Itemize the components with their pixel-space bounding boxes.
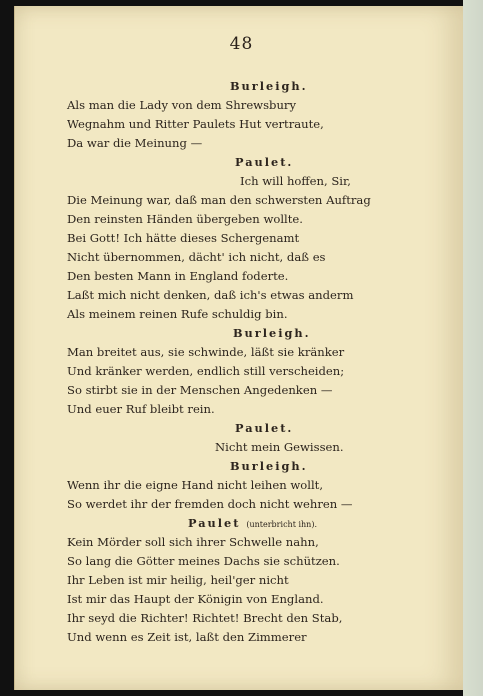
verse-line: Als meinem reinen Rufe schuldig bin.: [67, 307, 288, 321]
verse-line: Nicht übernommen, dächt' ich nicht, daß es: [67, 250, 326, 264]
speaker-burleigh: Burleigh.: [233, 326, 311, 340]
verse-line: Ihr seyd die Richter! Richtet! Brecht den Stab,: [67, 611, 343, 625]
verse-line: Ihr Leben ist mir heilig, heil'ger nicht: [67, 573, 289, 587]
verse-line: So stirbt sie in der Menschen Angedenken —: [67, 383, 333, 397]
verse-line: Und euer Ruf bleibt rein.: [67, 402, 215, 416]
verse-line: Ich will hoffen, Sir,: [240, 174, 351, 188]
verse-line: Den reinsten Händen übergeben wollte.: [67, 212, 303, 226]
verse-line: Und wenn es Zeit ist, laßt den Zimmerer: [67, 630, 307, 644]
speaker-paulet: Paulet.: [235, 155, 294, 169]
verse-line: Kein Mörder soll sich ihrer Schwelle nahn,: [67, 535, 319, 549]
verse-line: So lang die Götter meines Dachs sie schützen.: [67, 554, 340, 568]
verse-line: Die Meinung war, daß man den schwersten Auftrag: [67, 193, 371, 207]
verse-line: Wenn ihr die eigne Hand nicht leihen wollt,: [67, 478, 324, 492]
page-number: 48: [229, 34, 254, 54]
stage-direction: (unterbricht ihn).: [246, 520, 317, 529]
verse-line: Bei Gott! Ich hätte dieses Schergenamt: [67, 231, 300, 245]
verse-line: Da war die Meinung —: [67, 136, 203, 150]
verse-line: Laßt mich nicht denken, daß ich's etwas anderm: [67, 288, 354, 302]
speaker-paulet: Paulet.: [235, 421, 294, 435]
speaker-burleigh: Burleigh.: [230, 459, 308, 473]
speaker-burleigh: Burleigh.: [230, 79, 308, 93]
verse-line: Wegnahm und Ritter Paulets Hut vertraute,: [67, 117, 324, 131]
verse-line: Und kränker werden, endlich still verscheiden;: [67, 364, 345, 378]
verse-line: Als man die Lady von dem Shrewsbury: [67, 98, 297, 112]
verse-line: Man breitet aus, sie schwinde, läßt sie kränker: [67, 345, 345, 359]
scan-margin-strip: [463, 0, 483, 696]
verse-line: Ist mir das Haupt der Königin von England.: [67, 592, 324, 606]
verse-line: So werdet ihr der fremden doch nicht wehren —: [67, 497, 353, 511]
verse-line: Den besten Mann in England foderte.: [67, 269, 289, 283]
verse-line: Nicht mein Gewissen.: [215, 440, 344, 454]
speaker-paulet: Paulet (unterbricht ihn).: [188, 516, 317, 530]
